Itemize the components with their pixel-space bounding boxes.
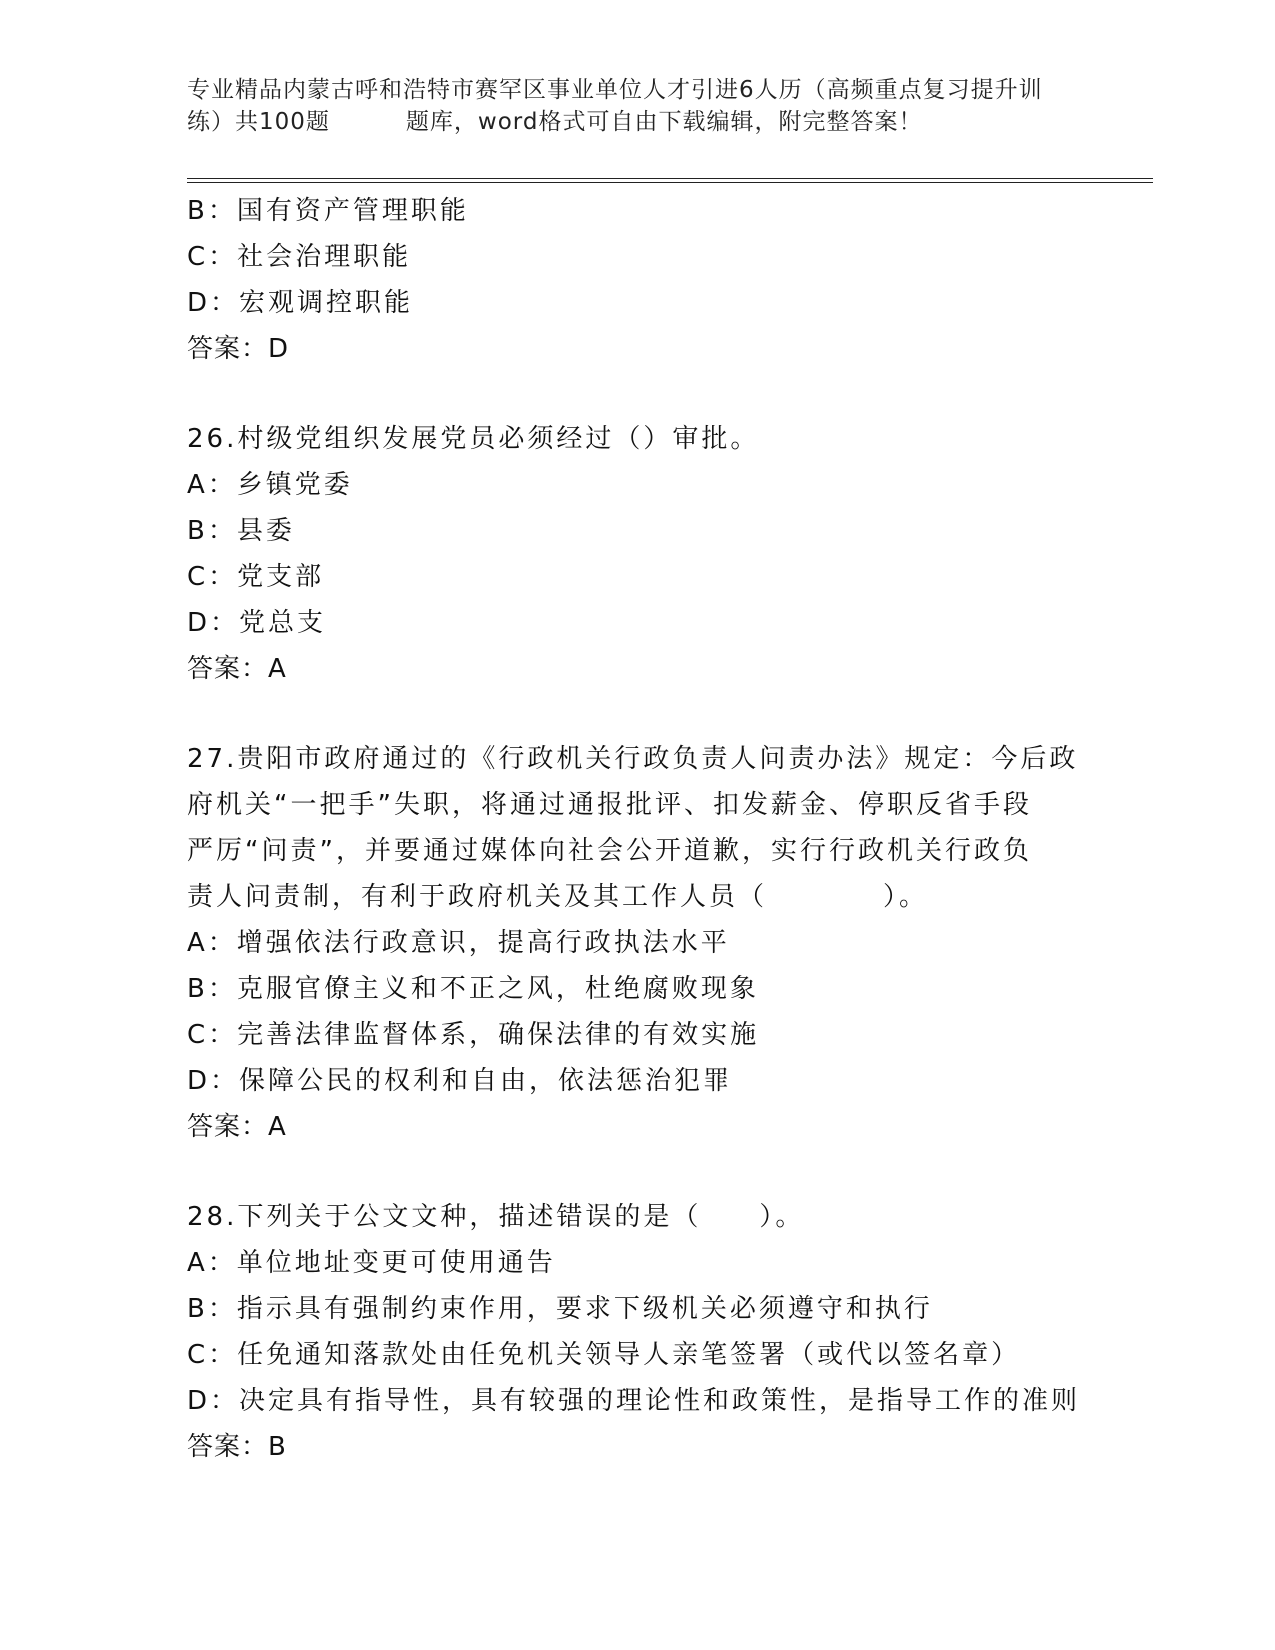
option-c: C：完善法律监督体系，确保法律的有效实施 <box>187 1020 760 1050</box>
question-block-25 <box>187 188 1087 372</box>
question-stem-line-4: 责人问责制，有利于政府机关及其工作人员（ ）。 <box>187 882 929 912</box>
block-spacer <box>187 692 1087 736</box>
header-line-1: 专业精品内蒙古呼和浩特市赛罕区事业单位人才引进6人历（高频重点复习提升训 <box>187 77 1043 103</box>
header-line-2 <box>187 106 1087 138</box>
document-header <box>187 74 1087 138</box>
option-c: C：社会治理职能 <box>187 242 412 272</box>
question-block-26 <box>187 416 1087 692</box>
block-spacer <box>187 372 1087 416</box>
option-a: A：单位地址变更可使用通告 <box>187 1248 556 1278</box>
block-spacer <box>187 1150 1087 1194</box>
option-d: D：保障公民的权利和自由，依法惩治犯罪 <box>187 1066 733 1096</box>
question-stem-line-1: 27.贵阳市政府通过的《行政机关行政负责人问责办法》规定：今后政 <box>187 744 1079 774</box>
option-c: C：任免通知落款处由任免机关领导人亲笔签署（或代以签名章） <box>187 1340 1021 1370</box>
option-b: B：指示具有强制约束作用，要求下级机关必须遵守和执行 <box>187 1294 933 1324</box>
option-c: C：党支部 <box>187 562 325 592</box>
answer-line: 答案：A <box>187 654 287 684</box>
question-stem-line-3: 严厉“问责”，并要通过媒体向社会公开道歉，实行行政机关行政负 <box>187 836 1032 866</box>
document-body <box>187 188 1087 1470</box>
answer-line: 答案：B <box>187 1432 287 1462</box>
header-line-2-part-a: 练）共100题 <box>187 109 330 135</box>
question-block-28 <box>187 1194 1087 1470</box>
option-d: D：宏观调控职能 <box>187 288 414 318</box>
question-stem-line-2: 府机关“一把手”失职，将通过通报批评、扣发薪金、停职反省手段 <box>187 790 1032 820</box>
answer-line: 答案：A <box>187 1112 287 1142</box>
option-a: A：增强依法行政意识，提高行政执法水平 <box>187 928 730 958</box>
question-stem: 26.村级党组织发展党员必须经过（）审批。 <box>187 424 760 454</box>
header-divider-top <box>187 178 1153 179</box>
option-d: D：决定具有指导性，具有较强的理论性和政策性，是指导工作的准则 <box>187 1386 1081 1416</box>
option-d: D：党总支 <box>187 608 327 638</box>
option-a: A：乡镇党委 <box>187 470 353 500</box>
header-line-2-part-b: 题库，word格式可自由下载编辑，附完整答案！ <box>405 109 923 135</box>
option-b: B：县委 <box>187 516 295 546</box>
option-b: B：国有资产管理职能 <box>187 196 469 226</box>
question-block-27 <box>187 736 1087 1150</box>
option-b: B：克服官僚主义和不正之风，杜绝腐败现象 <box>187 974 759 1004</box>
question-stem: 28.下列关于公文文种，描述错误的是（ ）。 <box>187 1202 805 1232</box>
header-divider-bottom <box>187 182 1153 183</box>
answer-line: 答案：D <box>187 334 290 364</box>
